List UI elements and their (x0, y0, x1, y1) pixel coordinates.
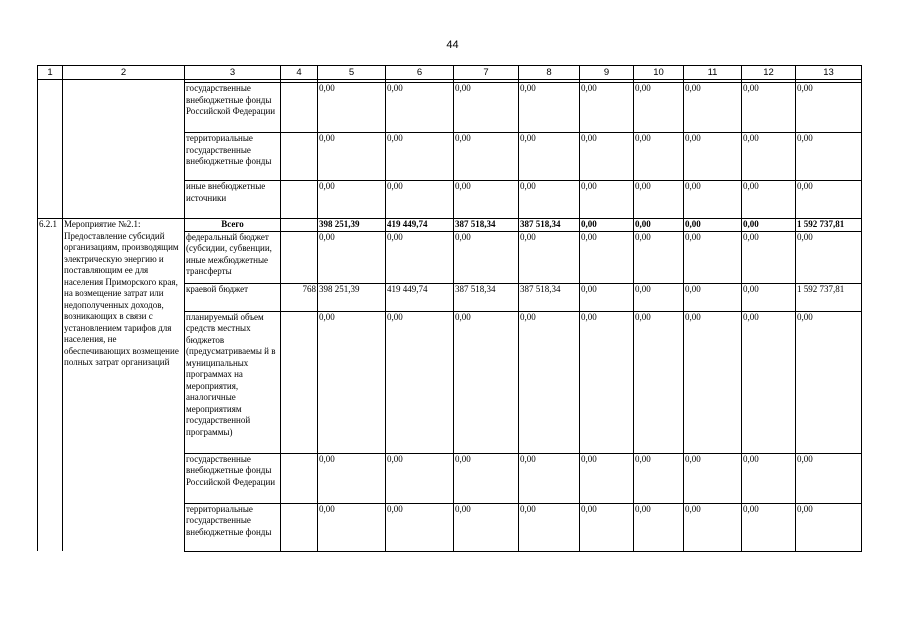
value-cell: 0,00 (318, 311, 386, 453)
header-cell: 5 (318, 66, 386, 80)
value-cell: 0,00 (386, 231, 454, 283)
header-cell: 11 (684, 66, 742, 80)
source-cell: Всего (185, 219, 281, 232)
header-row (38, 66, 862, 80)
value-cell: 1 592 737,81 (796, 283, 862, 311)
budget-table (37, 65, 862, 552)
value-cell: 0,00 (318, 83, 386, 133)
budget-table-wrapper (37, 65, 862, 552)
value-cell: 0,00 (634, 133, 684, 181)
value-cell: 1 592 737,81 (796, 219, 862, 232)
source-cell: территориальные государственные внебюджетные фонды (185, 503, 281, 551)
value-cell: 0,00 (519, 231, 580, 283)
code-cell: 768 (281, 283, 318, 311)
value-cell: 0,00 (634, 503, 684, 551)
value-cell: 387 518,34 (519, 219, 580, 232)
value-cell: 0,00 (742, 283, 796, 311)
value-cell: 0,00 (742, 133, 796, 181)
value-cell: 0,00 (634, 283, 684, 311)
value-cell: 0,00 (454, 83, 519, 133)
header-cell: 6 (386, 66, 454, 80)
title-cell (63, 83, 185, 133)
code-cell (281, 83, 318, 133)
value-cell: 0,00 (796, 311, 862, 453)
value-cell: 0,00 (684, 181, 742, 219)
header-cell: 4 (281, 66, 318, 80)
value-cell: 0,00 (454, 133, 519, 181)
value-cell: 0,00 (580, 453, 634, 503)
value-cell: 0,00 (454, 231, 519, 283)
value-cell: 0,00 (742, 503, 796, 551)
value-cell: 0,00 (386, 133, 454, 181)
value-cell: 0,00 (684, 231, 742, 283)
number-cell (38, 133, 63, 181)
value-cell: 0,00 (796, 181, 862, 219)
value-cell: 0,00 (796, 133, 862, 181)
table-row (38, 83, 862, 133)
value-cell: 0,00 (580, 83, 634, 133)
value-cell: 0,00 (454, 181, 519, 219)
value-cell: 0,00 (634, 219, 684, 232)
value-cell: 0,00 (386, 311, 454, 453)
value-cell: 0,00 (318, 181, 386, 219)
value-cell: 0,00 (796, 83, 862, 133)
value-cell: 0,00 (742, 453, 796, 503)
measure-number: 6.2.1 (38, 219, 63, 552)
value-cell: 0,00 (519, 83, 580, 133)
code-cell (281, 219, 318, 232)
measure-title: Мероприятие №2.1: Предоставление субсидий организациям, производящим электрическую энергию и поставляющим ее для населения Приморского края, на возмещение затрат или недополученных доходов, возникающих в связи с установлением тарифов для населения, не обеспечивающих возмещение полных затрат организаций (63, 219, 185, 552)
value-cell: 419 449,74 (386, 219, 454, 232)
value-cell: 0,00 (386, 83, 454, 133)
value-cell: 387 518,34 (454, 219, 519, 232)
value-cell: 0,00 (519, 133, 580, 181)
number-cell (38, 83, 63, 133)
value-cell: 0,00 (519, 181, 580, 219)
value-cell: 0,00 (318, 231, 386, 283)
value-cell: 0,00 (454, 453, 519, 503)
code-cell (281, 503, 318, 551)
source-cell: территориальные государственные внебюджетные фонды (185, 133, 281, 181)
header-cell: 7 (454, 66, 519, 80)
value-cell: 0,00 (796, 503, 862, 551)
value-cell: 0,00 (519, 453, 580, 503)
value-cell: 387 518,34 (454, 283, 519, 311)
code-cell (281, 311, 318, 453)
value-cell: 0,00 (634, 231, 684, 283)
value-cell: 0,00 (634, 181, 684, 219)
source-cell: государственные внебюджетные фонды Российской Федерации (185, 83, 281, 133)
value-cell: 0,00 (684, 311, 742, 453)
value-cell: 0,00 (386, 453, 454, 503)
page-number: 44 (446, 39, 459, 51)
value-cell: 0,00 (580, 283, 634, 311)
value-cell: 0,00 (742, 231, 796, 283)
value-cell: 0,00 (318, 503, 386, 551)
value-cell: 0,00 (318, 453, 386, 503)
header-cell: 1 (38, 66, 63, 80)
table-row (38, 181, 862, 219)
value-cell: 0,00 (634, 83, 684, 133)
value-cell: 0,00 (580, 503, 634, 551)
code-cell (281, 181, 318, 219)
table-row (38, 219, 862, 232)
value-cell: 0,00 (634, 453, 684, 503)
value-cell: 0,00 (580, 181, 634, 219)
table-row (38, 133, 862, 181)
header-cell: 8 (519, 66, 580, 80)
value-cell: 0,00 (742, 83, 796, 133)
source-cell: краевой бюджет (185, 283, 281, 311)
value-cell: 0,00 (684, 83, 742, 133)
value-cell: 0,00 (796, 231, 862, 283)
value-cell: 0,00 (684, 283, 742, 311)
value-cell: 0,00 (386, 181, 454, 219)
value-cell: 0,00 (318, 133, 386, 181)
header-cell: 2 (63, 66, 185, 80)
value-cell: 387 518,34 (519, 283, 580, 311)
table-body (38, 66, 862, 552)
value-cell: 0,00 (742, 181, 796, 219)
code-cell (281, 453, 318, 503)
value-cell: 0,00 (580, 133, 634, 181)
value-cell: 0,00 (742, 219, 796, 232)
source-cell: иные внебюджетные источники (185, 181, 281, 219)
value-cell: 419 449,74 (386, 283, 454, 311)
value-cell: 0,00 (519, 311, 580, 453)
source-cell: государственные внебюджетные фонды Российской Федерации (185, 453, 281, 503)
value-cell: 0,00 (634, 311, 684, 453)
value-cell: 0,00 (454, 311, 519, 453)
title-cell (63, 181, 185, 219)
value-cell: 0,00 (580, 231, 634, 283)
code-cell (281, 133, 318, 181)
number-cell (38, 181, 63, 219)
header-cell: 9 (580, 66, 634, 80)
value-cell: 398 251,39 (318, 283, 386, 311)
source-cell: планируемый объем средств местных бюджетов (предусматриваемы й в муниципальных программах на мероприятия, аналогичные мероприятиям государственной программы) (185, 311, 281, 453)
value-cell: 0,00 (684, 133, 742, 181)
value-cell: 0,00 (580, 219, 634, 232)
value-cell: 0,00 (684, 503, 742, 551)
code-cell (281, 231, 318, 283)
header-cell: 12 (742, 66, 796, 80)
value-cell: 398 251,39 (318, 219, 386, 232)
title-cell (63, 133, 185, 181)
header-cell: 13 (796, 66, 862, 80)
value-cell: 0,00 (580, 311, 634, 453)
value-cell: 0,00 (454, 503, 519, 551)
header-cell: 10 (634, 66, 684, 80)
source-cell: федеральный бюджет (субсидии, субвенции, иные межбюджетные трансферты (185, 231, 281, 283)
header-cell: 3 (185, 66, 281, 80)
value-cell: 0,00 (796, 453, 862, 503)
value-cell: 0,00 (684, 219, 742, 232)
value-cell: 0,00 (684, 453, 742, 503)
value-cell: 0,00 (386, 503, 454, 551)
value-cell: 0,00 (519, 503, 580, 551)
value-cell: 0,00 (742, 311, 796, 453)
